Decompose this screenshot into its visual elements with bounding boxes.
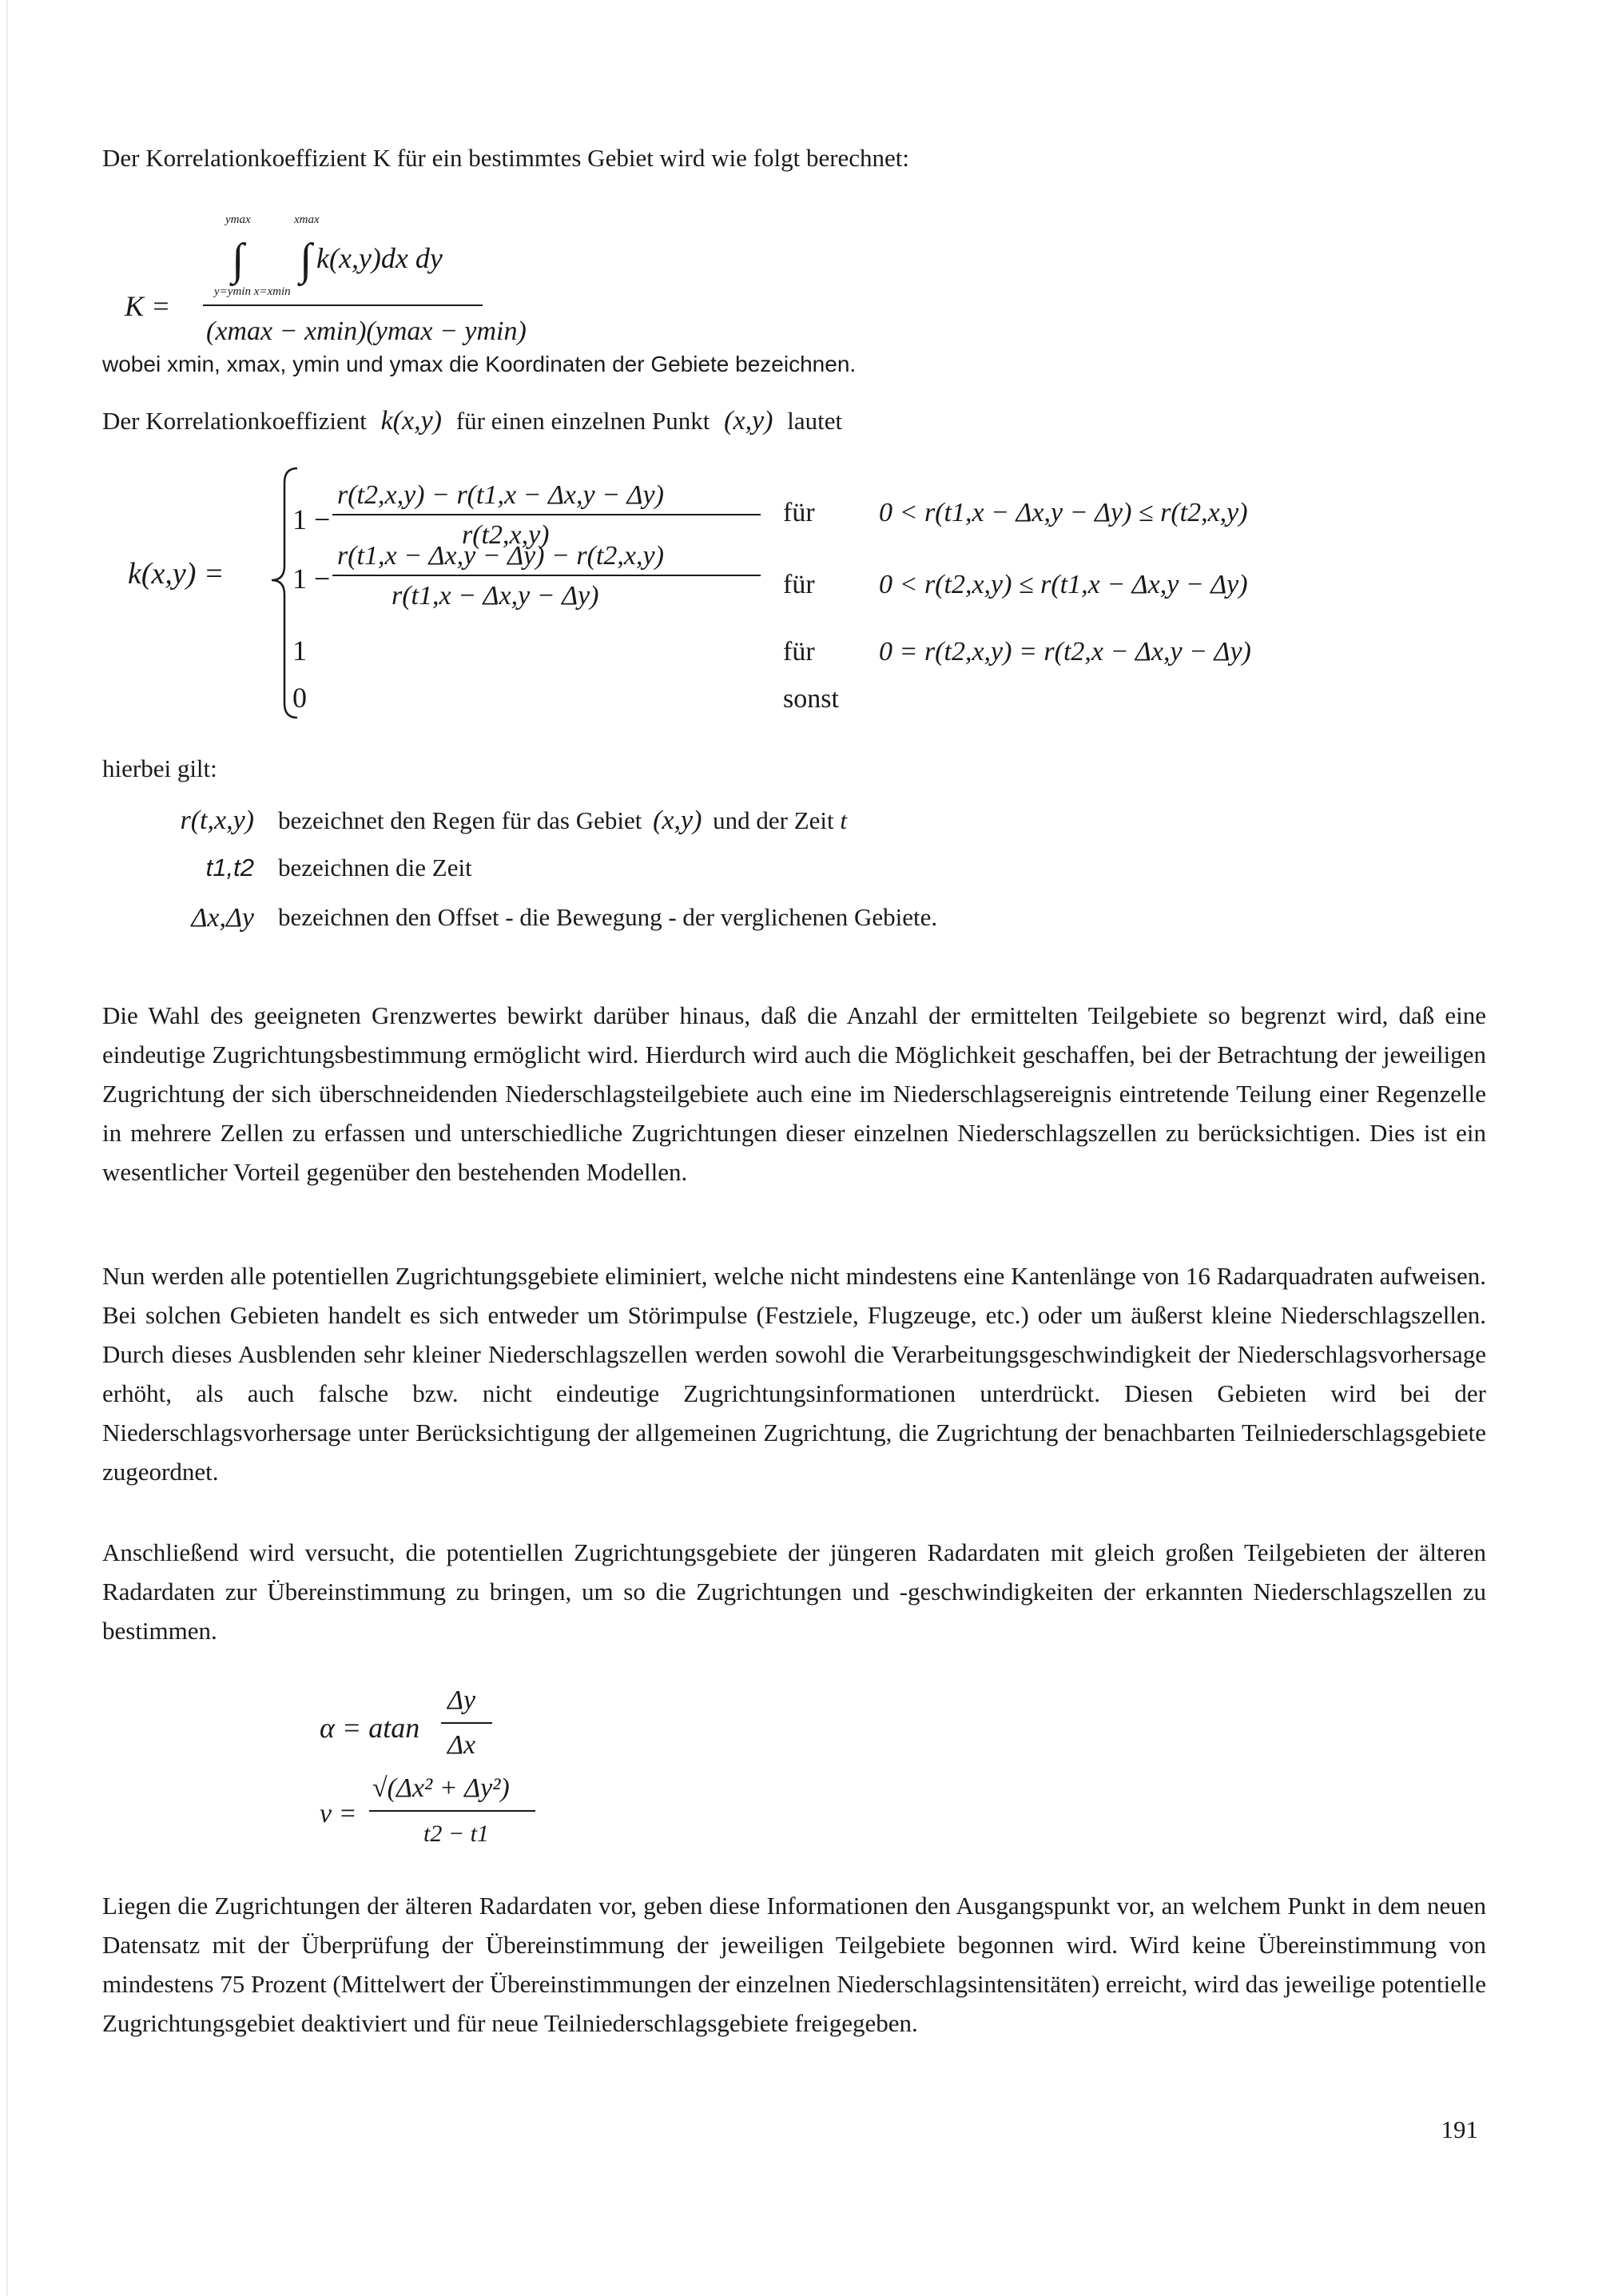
paragraph: Liegen die Zugrichtungen der älteren Radardaten vor, geben diese Informationen den Ausgangspunkt vor, an welchem Punkt in dem neuen Datensatz mit der Überprüfung der Übereinstimmung der jeweiligen Teilgebiete begonnen wird. Wird keine Übereinstimmung von mindestens 75 Prozent (Mittelwert der Übereinstimmungen der einzelnen Niederschlagsintensitäten) erreicht, wird das jeweilige potentielle Zugrichtungsgebiet deaktiviert und für neue Teilniederschlagsgebiete freigegeben. xyxy=(102,1892,1486,2037)
intro-local-symbol: k(x,y) xyxy=(380,406,442,436)
integral-lower: y=ymin x=xmin xyxy=(214,285,291,298)
wobei-text: wobei xmin, xmax, ymin und ymax die Koordinaten der Gebiete bezeichnen. xyxy=(102,352,857,376)
case2-numerator: r(t1,x − Δx,y − Δy) − r(t2,x,y) xyxy=(337,541,664,571)
integral-sign-inner: ∫ xyxy=(300,235,312,285)
formula-k-local xyxy=(128,464,1374,735)
hierbei-text: hierbei gilt: xyxy=(102,754,217,782)
case4-cond-word: sonst xyxy=(783,684,839,714)
integral-upper-outer: ymax xyxy=(225,213,251,226)
alpha-lhs: α = atan xyxy=(320,1712,420,1744)
case2-condition: 0 < r(t2,x,y) ≤ r(t1,x − Δx,y − Δy) xyxy=(879,570,1248,599)
k-denominator: (xmax − xmin)(ymax − ymin) xyxy=(206,316,527,346)
intro-local-point: (x,y) xyxy=(724,406,773,436)
case3-value: 1 xyxy=(292,635,307,667)
definition-symbol: Δx,Δy xyxy=(191,903,254,933)
definition-symbol: t1,t2 xyxy=(205,854,254,881)
case3-cond-word: für xyxy=(783,637,815,667)
v-numerator: √(Δx² + Δy²) xyxy=(372,1773,510,1803)
case1-numerator: r(t2,x,y) − r(t1,x − Δx,y − Δy) xyxy=(337,480,664,510)
alpha-numerator: Δy xyxy=(447,1685,476,1715)
scan-edge-line xyxy=(6,0,8,2296)
definition-text-b: und der Zeit xyxy=(713,806,834,834)
definition-text: bezeichnet den Regen für das Gebiet xyxy=(278,806,642,834)
paragraph: Anschließend wird versucht, die potentiellen Zugrichtungsgebiete der jüngeren Radardaten mit gleich großen Teilgebieten der älteren Radardaten zur Übereinstimmung zu bringen, um so die Zugrichtungen und -geschwindigkeiten der erkannten Niederschlagszellen zu bestimmen. xyxy=(102,1538,1486,1645)
definition-symbol: r(t,x,y) xyxy=(180,806,254,835)
definition-time: t xyxy=(840,806,848,834)
intro-k-text: Der Korrelationkoeffizient K für ein bestimmtes Gebiet wird wie folgt berechnet: xyxy=(102,144,910,172)
formula-alpha-v xyxy=(296,1670,631,1854)
paragraph: Nun werden alle potentiellen Zugrichtungsgebiete eliminiert, welche nicht mindestens eine Kantenlänge von 16 Radarquadraten aufweisen. Bei solchen Gebieten handelt es sich entweder um Störimpulse (Festziele, Flugzeuge, etc.) oder um äußerst kleine Niederschlagszellen. Durch dieses Ausblenden sehr kleiner Niederschlagszellen werden sowohl die Verarbeitungsgeschwindigkeit der Niederschlagsvorhersage erhöht, als auch falsche bzw. nicht eindeutige Zugrichtungsinformationen unterdrückt. Diesen Gebieten wird bei der Niederschlagsvorhersage unter Berücksichtigung der allgemeinen Zugrichtung, die Zugrichtung der benachbarten Teilniederschlagsgebiete zugeordnet. xyxy=(102,1262,1486,1486)
case1-prefix: 1 − xyxy=(292,503,331,535)
case4-value: 0 xyxy=(292,682,307,714)
case1-cond-word: für xyxy=(783,498,815,527)
intro-local-k xyxy=(102,406,842,436)
intro-local-part3: lautet xyxy=(787,407,843,435)
alpha-denominator: Δx xyxy=(447,1730,476,1760)
case2-denominator: r(t1,x − Δx,y − Δy) xyxy=(392,581,599,611)
definition-text: bezeichnen den Offset - die Bewegung - der verglichenen Gebiete. xyxy=(278,903,938,931)
paragraph: Die Wahl des geeigneten Grenzwertes bewirkt darüber hinaus, daß die Anzahl der ermittelten Teilgebiete so begrenzt wird, daß eine eindeutige Zugrichtungsbestimmung ermöglicht wird. Hierdurch wird auch die Möglichkeit geschaffen, bei der Betrachtung der jeweiligen Zugrichtung der sich überschneidenden Niederschlagsteilgebiete auch eine im Niederschlagsereignis eintretende Teilung einer Regenzelle in mehrere Zellen zu erfassen und unterschiedliche Zugrichtungen dieser einzelnen Niederschlagszellen zu berücksichtigen. Dies ist ein wesentlicher Vorteil gegenüber den bestehenden Modellen. xyxy=(102,1001,1486,1186)
integral-sign-outer: ∫ xyxy=(232,235,244,285)
integrand: k(x,y)dx dy xyxy=(316,242,443,274)
intro-local-part2: für einen einzelnen Punkt xyxy=(455,407,710,435)
page-number: 191 xyxy=(1441,2115,1478,2143)
case1-condition: 0 < r(t1,x − Δx,y − Δy) ≤ r(t2,x,y) xyxy=(879,498,1248,527)
case1-denominator: r(t2,x,y) xyxy=(462,520,550,550)
intro-local-part1: Der Korrelationkoeffizient xyxy=(102,407,367,435)
case2-prefix: 1 − xyxy=(292,563,331,595)
case3-condition: 0 = r(t2,x,y) = r(t2,x − Δx,y − Δy) xyxy=(879,637,1251,667)
case2-cond-word: für xyxy=(783,570,815,599)
integral-upper-inner: xmax xyxy=(294,213,320,226)
v-denominator: t2 − t1 xyxy=(423,1820,489,1847)
v-lhs: v = xyxy=(320,1799,357,1828)
definition-text: bezeichnen die Zeit xyxy=(278,854,472,881)
local-lhs: k(x,y) = xyxy=(128,557,225,591)
definition-point: (x,y) xyxy=(653,806,702,835)
k-lhs: K = xyxy=(125,290,171,322)
